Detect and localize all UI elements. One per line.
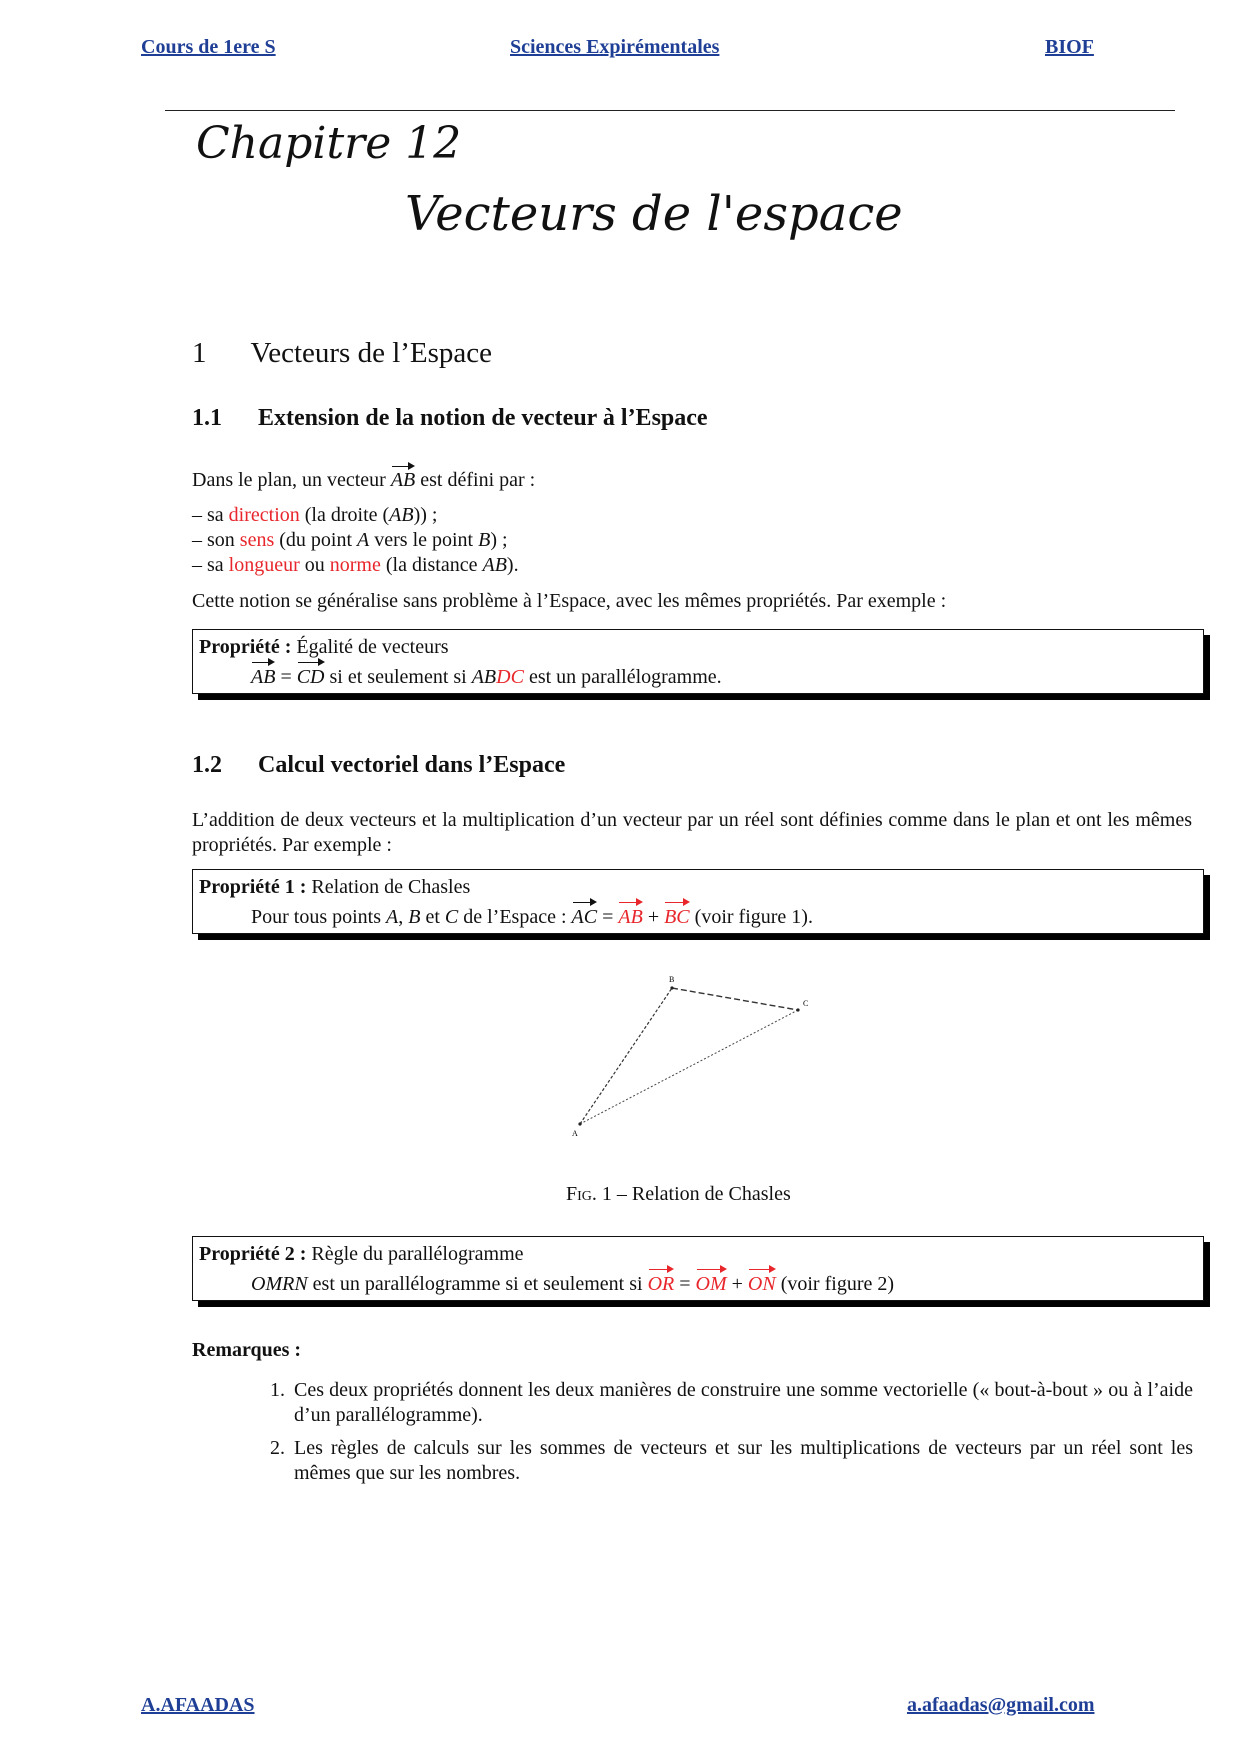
remarks-list xyxy=(258,1378,1193,1494)
plus-sign: + xyxy=(642,906,665,928)
property-name: Égalité de vecteurs xyxy=(296,636,449,658)
chapter-title: Vecteurs de l'espace xyxy=(405,186,903,242)
vector-ac: AC xyxy=(572,900,598,930)
footer-email-link[interactable]: a.afaadas@gmail.com xyxy=(907,1694,1095,1716)
section-heading xyxy=(192,337,492,370)
statement-text: (voir figure 1). xyxy=(689,906,813,928)
chasles-figure xyxy=(560,970,820,1140)
math-a: A xyxy=(386,906,399,928)
equals-sign: = xyxy=(674,1273,696,1295)
quad-ab: AB xyxy=(471,666,497,688)
property-heading xyxy=(199,874,1197,900)
subsection-number: 1.2 xyxy=(192,752,222,778)
term-norme: norme xyxy=(329,554,381,576)
statement-text: Pour tous points xyxy=(251,906,387,928)
statement-text: , xyxy=(398,906,409,928)
remarks-title: Remarques : xyxy=(192,1339,302,1361)
segment-ab xyxy=(580,988,672,1124)
point-a xyxy=(578,1122,581,1125)
property-label: Propriété 1 : xyxy=(199,876,307,898)
property-heading xyxy=(199,1241,1197,1267)
segment-ac xyxy=(580,1010,798,1124)
property-statement xyxy=(199,660,1197,690)
math-ab: AB xyxy=(389,504,414,526)
bullet-text: (du point xyxy=(274,529,358,551)
bullet-list xyxy=(192,503,519,578)
intro-text-after: est défini par : xyxy=(415,469,536,491)
statement-text: si et seulement si xyxy=(324,666,472,688)
list-item xyxy=(192,503,519,528)
header-stream-link[interactable]: Sciences Expirémentales xyxy=(510,36,720,58)
property-label: Propriété : xyxy=(199,636,292,658)
subsection-heading-1-2 xyxy=(192,752,565,779)
list-item: 2. Les règles de calculs sur les sommes de vecteurs et sur les multiplications de vecteurs par un réel sont les mêmes que sur les nombres. xyxy=(290,1436,1193,1486)
term-longueur: longueur xyxy=(228,554,300,576)
math-b: B xyxy=(408,906,421,928)
vector-bc: BC xyxy=(664,900,690,930)
segment-bc xyxy=(672,988,798,1010)
property-box-equality xyxy=(192,629,1204,694)
statement-text: (voir figure 2) xyxy=(775,1273,895,1295)
math-b: B xyxy=(478,529,491,551)
header-rule xyxy=(165,110,1175,111)
bullet-text: vers le point xyxy=(369,529,479,551)
equals-sign: = xyxy=(275,666,297,688)
subsection-heading-1-1 xyxy=(192,405,708,432)
figure-caption xyxy=(566,1183,791,1206)
bullet-text: ou xyxy=(299,554,330,576)
intro-text-before: Dans le plan, un vecteur xyxy=(192,469,391,491)
term-direction: direction xyxy=(228,504,300,526)
list-item: 1. Ces deux propriétés donnent les deux manières de construire une somme vectorielle (« bout-à-bout » ou à l’aide d’un parallélogramme). xyxy=(290,1378,1193,1428)
intro-paragraph xyxy=(192,464,535,493)
plus-sign: + xyxy=(726,1273,748,1295)
bullet-text: son xyxy=(207,529,240,551)
section-number: 1 xyxy=(192,337,207,369)
statement-text: est un parallélogramme. xyxy=(523,666,722,688)
term-sens: sens xyxy=(239,529,275,551)
bullet-dash: – xyxy=(192,504,202,526)
list-item xyxy=(192,553,519,578)
bullet-dash: – xyxy=(192,529,202,551)
bullet-text: (la droite ( xyxy=(299,504,390,526)
subsection-number: 1.1 xyxy=(192,405,222,431)
bullet-text: (la distance xyxy=(380,554,483,576)
property-box-chasles xyxy=(192,869,1204,934)
point-c xyxy=(796,1008,799,1011)
property-heading xyxy=(199,634,1197,660)
point-label-c: C xyxy=(803,999,809,1008)
math-c: C xyxy=(444,906,459,928)
vector-ab: AB xyxy=(618,900,642,930)
statement-text: de l’Espace : xyxy=(458,906,572,928)
property-statement xyxy=(199,1267,1197,1297)
bullet-text: ) ; xyxy=(490,529,508,551)
bullet-dash: – xyxy=(192,554,202,576)
point-b xyxy=(670,986,673,989)
caption-text: 1 – Relation de Chasles xyxy=(596,1183,791,1205)
equals-sign: = xyxy=(597,906,619,928)
list-item xyxy=(192,528,519,553)
calc-paragraph: L’addition de deux vecteurs et la multiplication d’un vecteur par un réel sont définies comme dans le plan et ont les mêmes propriétés. Par exemple : xyxy=(192,809,1192,856)
math-ab: AB xyxy=(482,554,507,576)
quad-dc: DC xyxy=(496,666,524,688)
statement-text: et xyxy=(420,906,445,928)
vector-on: ON xyxy=(748,1267,776,1297)
property-label: Propriété 2 : xyxy=(199,1243,307,1265)
statement-text: est un parallélogramme si et seulement si xyxy=(307,1273,648,1295)
subsection-title: Extension de la notion de vecteur à l’Espace xyxy=(258,405,708,431)
property-name: Relation de Chasles xyxy=(311,876,471,898)
footer-author-link[interactable]: A.AFAADAS xyxy=(141,1694,255,1716)
bullet-text: )) ; xyxy=(413,504,438,526)
vector-ab: AB xyxy=(391,464,415,493)
caption-prefix: Fig. xyxy=(566,1183,597,1205)
property-box-parallelogram xyxy=(192,1236,1204,1301)
chapter-label: Chapitre 12 xyxy=(196,118,462,169)
vector-om: OM xyxy=(696,1267,727,1297)
generalise-paragraph: Cette notion se généralise sans problème à l’Espace, avec les mêmes propriétés. Par exemple : xyxy=(192,590,947,612)
math-a: A xyxy=(357,529,370,551)
property-statement xyxy=(199,900,1197,930)
subsection-title: Calcul vectoriel dans l’Espace xyxy=(258,752,566,778)
vector-ab: AB xyxy=(251,660,275,690)
point-label-b: B xyxy=(669,975,675,984)
bullet-text: sa xyxy=(207,504,229,526)
bullet-text: ). xyxy=(506,554,519,576)
vector-or: OR xyxy=(648,1267,675,1297)
property-name: Règle du parallélogramme xyxy=(311,1243,524,1265)
bullet-text: sa xyxy=(207,554,229,576)
header-biof-link[interactable]: BIOF xyxy=(1045,36,1094,58)
header-course-link[interactable]: Cours de 1ere S xyxy=(141,36,276,58)
quad-omrn: OMRN xyxy=(251,1273,308,1295)
section-title: Vecteurs de l’Espace xyxy=(250,337,493,369)
point-label-a: A xyxy=(572,1129,578,1138)
vector-cd: CD xyxy=(297,660,325,690)
